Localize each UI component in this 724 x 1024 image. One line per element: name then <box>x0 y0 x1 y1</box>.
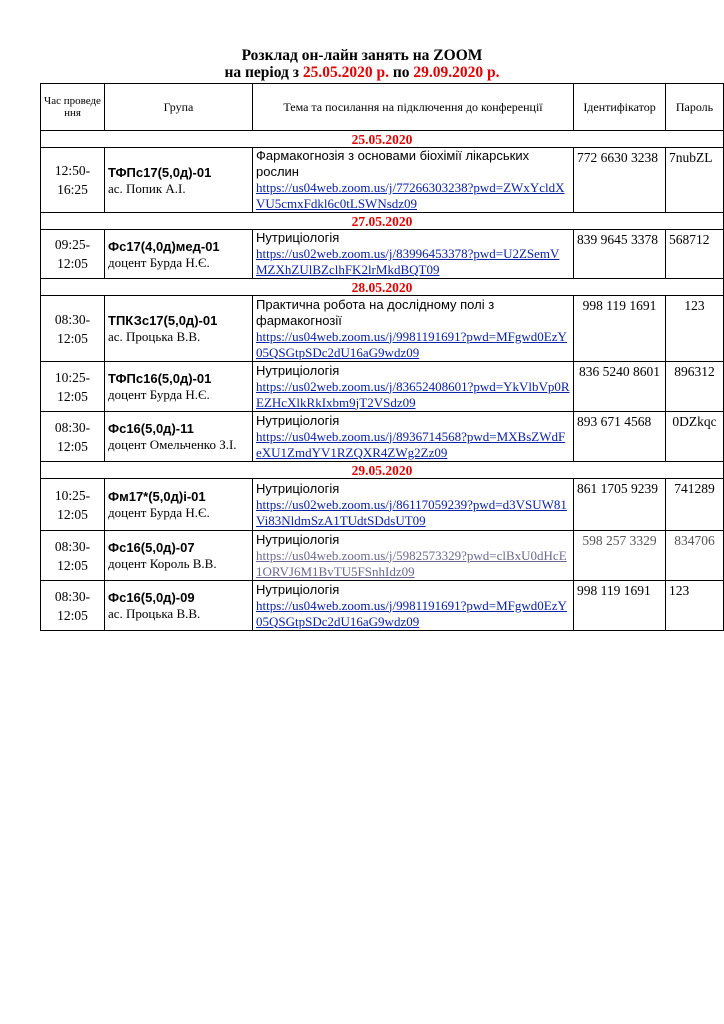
time-end: 12:05 <box>57 256 88 271</box>
title-line-1: Розклад он-лайн занять на ZOOM <box>241 47 483 64</box>
title-line-2 <box>40 64 684 81</box>
time-cell <box>41 230 105 279</box>
time-end: 12:05 <box>57 438 88 454</box>
time-cell <box>41 412 105 462</box>
conference-password: 834706 <box>666 531 724 581</box>
conference-id: 598 257 3329 <box>574 531 666 581</box>
conference-password: 896312 <box>666 362 724 412</box>
date-row <box>41 279 724 296</box>
time-cell <box>41 479 105 531</box>
group-name: ТПКЗс17(5,0д)-01 <box>108 313 218 328</box>
time-end: 12:05 <box>57 388 88 404</box>
conference-link[interactable]: https://us02web.zoom.us/j/83652408601?pwd=YkVlbVp0REZHcXlkRkIxbm9jT2VSdz09 <box>256 378 570 410</box>
teacher-name: ас. Попик А.І. <box>108 180 186 196</box>
topic-cell <box>253 581 574 631</box>
time-end: 12:05 <box>57 506 88 522</box>
topic-text: Нутриціологія <box>256 531 340 547</box>
time-start: 08:30- <box>54 538 91 554</box>
time-cell <box>41 148 105 213</box>
topic-text: Нутриціологія <box>256 581 340 597</box>
time-end: 16:25 <box>57 182 88 197</box>
date-label: 27.05.2020 <box>41 213 724 230</box>
topic-text: Нутриціологія <box>256 362 340 378</box>
group-cell <box>105 412 253 462</box>
time-start: 08:30- <box>54 588 91 604</box>
date-label: 29.05.2020 <box>41 462 724 479</box>
group-cell <box>105 296 253 362</box>
table-row <box>41 479 724 531</box>
period-start-date: 25.05.2020 р. <box>302 64 389 81</box>
teacher-name: доцент Бурда Н.Є. <box>108 505 210 520</box>
table-row <box>41 148 724 213</box>
topic-text: Нутриціологія <box>256 412 340 428</box>
group-cell <box>105 531 253 581</box>
topic-cell <box>253 296 574 362</box>
time-start: 10:25- <box>54 369 91 385</box>
time-cell <box>41 531 105 581</box>
group-cell <box>105 479 253 531</box>
teacher-name: ас. Процька В.В. <box>108 329 201 344</box>
period-end-date: 29.09.2020 р. <box>413 64 500 81</box>
group-name: ТФПс17(5,0д)-01 <box>108 164 212 180</box>
table-row <box>41 362 724 412</box>
teacher-name: доцент Омельченко З.І. <box>108 437 237 452</box>
topic-text: Фармакогнозія з основами біохімії лікарських рослин <box>256 148 530 179</box>
conference-password: 7nubZL <box>666 148 724 213</box>
period-prefix: на період з <box>224 64 303 81</box>
conference-id: 998 119 1691 <box>574 296 666 362</box>
group-cell <box>105 581 253 631</box>
header-time: Час проведе ння <box>41 84 105 131</box>
time-cell <box>41 296 105 362</box>
group-name: Фм17*(5,0д)і-01 <box>108 489 206 504</box>
topic-cell <box>253 362 574 412</box>
group-name: Фс16(5,0д)-07 <box>108 540 195 555</box>
table-row <box>41 230 724 279</box>
date-label: 25.05.2020 <box>41 131 724 148</box>
teacher-name: доцент Король В.В. <box>108 556 217 571</box>
time-end: 12:05 <box>57 607 88 623</box>
topic-cell <box>253 412 574 462</box>
conference-id: 998 119 1691 <box>574 581 666 631</box>
conference-link[interactable]: https://us04web.zoom.us/j/9981191691?pwd=MFgwd0EzY05QSGtpSDc2dU16aG9wdz09 <box>256 597 567 629</box>
topic-text: Нутриціологія <box>256 230 340 245</box>
time-start: 10:25- <box>54 487 91 503</box>
teacher-name: доцент Бурда Н.Є. <box>108 254 210 270</box>
conference-password: 123 <box>666 581 724 631</box>
time-start: 08:30- <box>54 419 91 435</box>
table-row <box>41 531 724 581</box>
group-cell <box>105 362 253 412</box>
conference-link[interactable]: https://us04web.zoom.us/j/8936714568?pwd=MXBsZWdFeXU1ZmdYV1RZQXR4ZWg2Zz09 <box>256 428 566 460</box>
conference-id: 836 5240 8601 <box>574 362 666 412</box>
group-cell <box>105 148 253 213</box>
time-cell <box>41 581 105 631</box>
time-start: 09:25- <box>54 237 91 252</box>
header-topic: Тема та посилання на підключення до конференції <box>253 84 574 131</box>
date-row <box>41 131 724 148</box>
conference-password: 0DZkqc <box>666 412 724 462</box>
header-password: Пароль <box>666 84 724 131</box>
conference-link[interactable]: https://us04web.zoom.us/j/9981191691?pwd=MFgwd0EzY05QSGtpSDc2dU16aG9wdz09 <box>256 328 567 360</box>
time-end: 12:05 <box>57 557 88 573</box>
group-cell <box>105 230 253 279</box>
table-row <box>41 581 724 631</box>
date-label: 28.05.2020 <box>41 279 724 296</box>
schedule-table <box>40 83 724 631</box>
period-separator: по <box>388 64 414 81</box>
topic-text: Нутриціологія <box>256 480 340 496</box>
conference-link[interactable]: https://us04web.zoom.us/j/5982573329?pwd=clBxU0dHcE1ORVJ6M1BvTU5FSnhIdz09 <box>256 547 567 579</box>
conference-link[interactable]: https://us02web.zoom.us/j/83996453378?pwd=U2ZSemVMZXhZUlBZclhFK2lrMkdBQT09 <box>256 246 560 277</box>
topic-cell <box>253 531 574 581</box>
topic-text: Практична робота на дослідному полі з фармакогнозії <box>256 296 495 328</box>
header-group: Група <box>105 84 253 131</box>
conference-link[interactable]: https://us02web.zoom.us/j/86117059239?pwd=d3VSUW81Vi83NldmSzA1TUdtSDdsUT09 <box>256 496 567 528</box>
header-id: Ідентифікатор <box>574 84 666 131</box>
group-name: Фс17(4,0д)мед-01 <box>108 238 220 254</box>
conference-id: 839 9645 3378 <box>574 230 666 279</box>
group-name: Фс16(5,0д)-11 <box>108 421 194 436</box>
teacher-name: доцент Бурда Н.Є. <box>108 387 210 402</box>
time-start: 08:30- <box>54 311 91 327</box>
conference-password: 741289 <box>666 479 724 531</box>
time-cell <box>41 362 105 412</box>
topic-cell <box>253 148 574 213</box>
table-row <box>41 412 724 462</box>
date-row <box>41 462 724 479</box>
conference-password: 568712 <box>666 230 724 279</box>
conference-link[interactable]: https://us04web.zoom.us/j/77266303238?pwd=ZWxYcldXVU5cmxFdkl6c0tLSWNsdz09 <box>256 180 565 211</box>
conference-id: 772 6630 3238 <box>574 148 666 213</box>
teacher-name: ас. Процька В.В. <box>108 606 201 621</box>
document-title <box>40 47 684 81</box>
conference-password: 123 <box>666 296 724 362</box>
group-name: ТФПс16(5,0д)-01 <box>108 371 212 386</box>
table-header-row <box>41 84 724 131</box>
topic-cell <box>253 479 574 531</box>
conference-id: 861 1705 9239 <box>574 479 666 531</box>
conference-id: 893 671 4568 <box>574 412 666 462</box>
table-row <box>41 296 724 362</box>
date-row <box>41 213 724 230</box>
group-name: Фс16(5,0д)-09 <box>108 590 195 605</box>
topic-cell <box>253 230 574 279</box>
time-start: 12:50- <box>54 163 91 178</box>
time-end: 12:05 <box>57 330 88 346</box>
